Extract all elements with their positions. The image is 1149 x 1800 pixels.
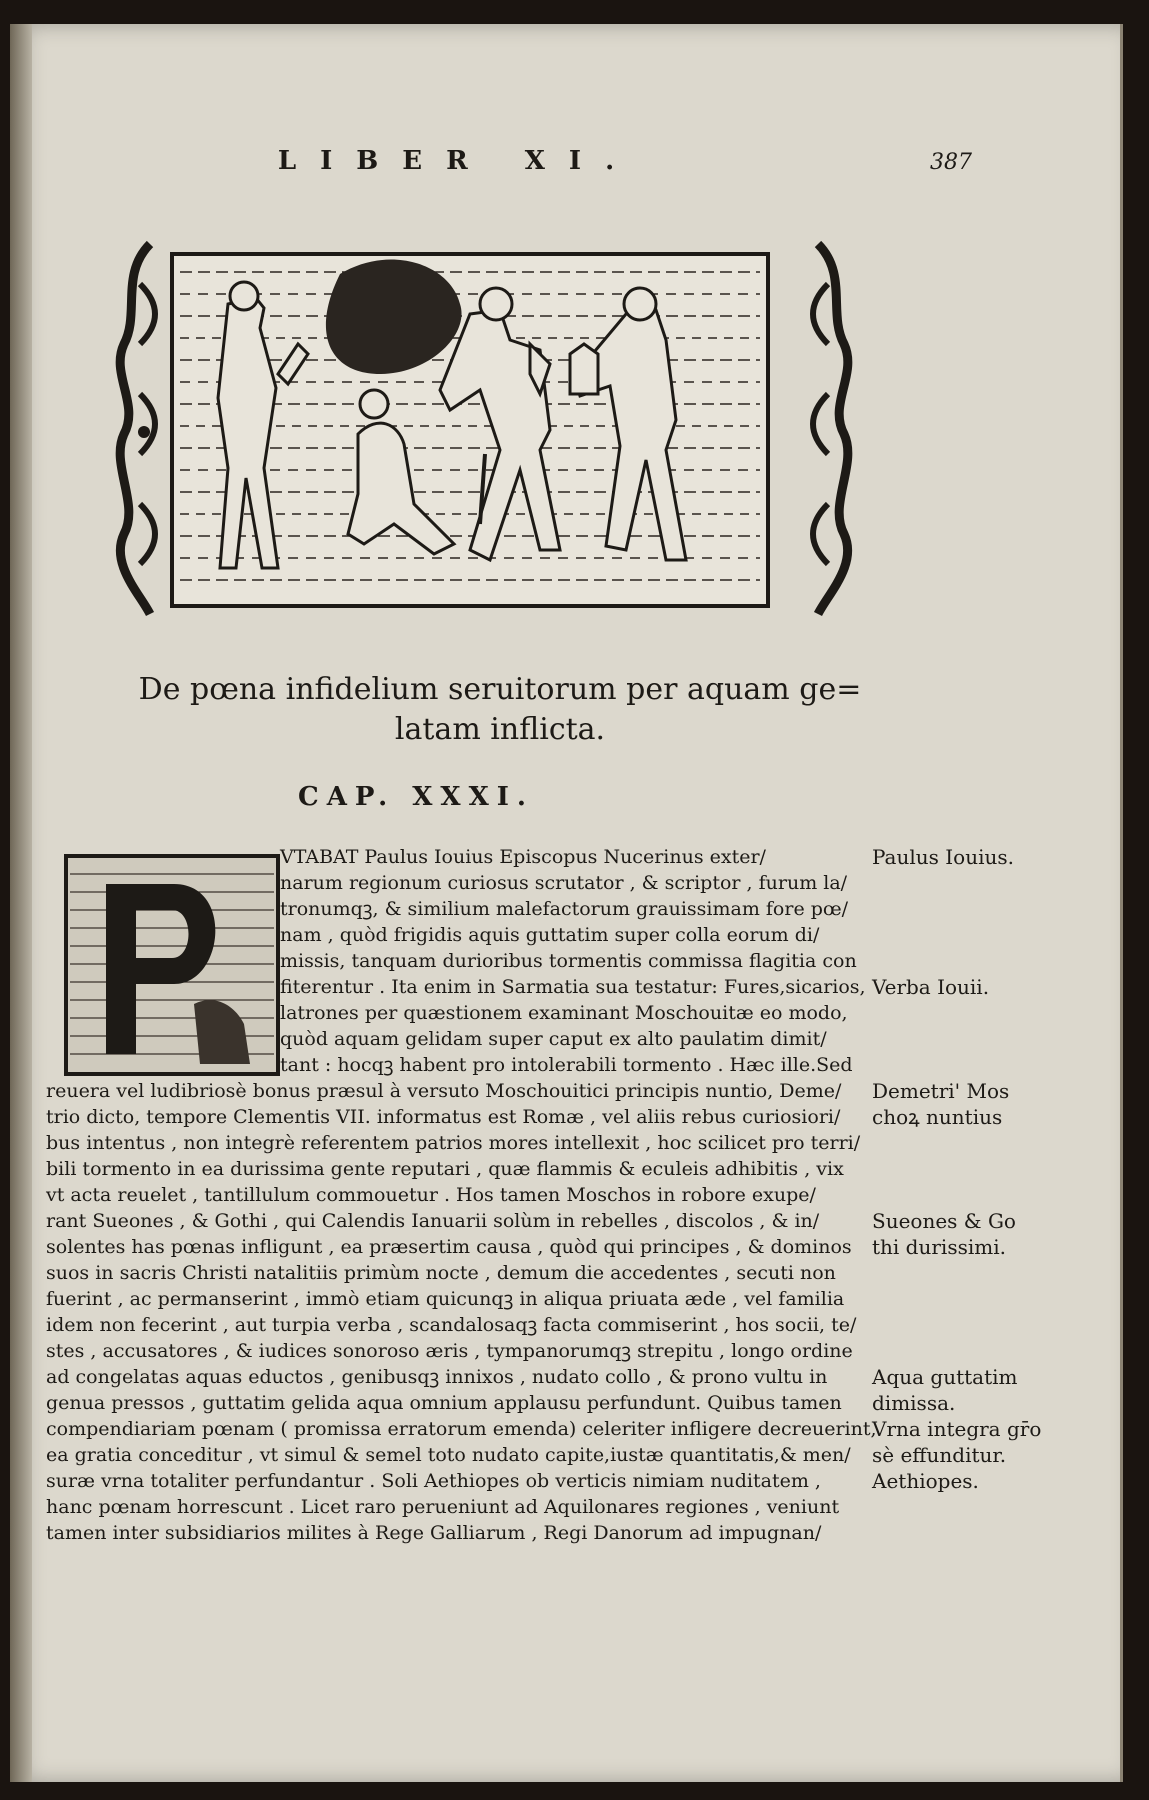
body-line: tamen inter subsidiarios milites à Rege Galliarum , Regi Danorum ad impugnan/ [46, 1522, 822, 1544]
body-line: hanc pœnam horrescunt . Licet raro perueniunt ad Aquilonares regiones , veniunt [46, 1496, 840, 1518]
body-line: ea gratia conceditur , vt simul & semel toto nudato capite,iustæ quantitatis,& men/ [46, 1444, 851, 1466]
body-line: rant Sueones , & Gothi , qui Calendis Ianuarii solùm in rebelles , discolos , & in/ [46, 1210, 820, 1232]
book-binding-shadow [10, 24, 32, 1782]
chapter-number: CAP. XXXI. [298, 782, 534, 812]
body-line: reuera vel ludibriosè bonus præsul à versuto Moschouitici principis nuntio, Deme/ [46, 1080, 842, 1102]
page-number: 387 [930, 150, 972, 175]
body-line: genua pressos , guttatim gelida aqua omnium applausu perfundunt. Quibus tamen [46, 1392, 842, 1414]
body-line: nam , quòd frigidis aquis guttatim super colla eorum di/ [280, 924, 820, 946]
ornamental-border-right-icon [813, 244, 848, 614]
body-line: fuerint , ac permanserint , immò etiam quicunqꝫ in aliqua priuata æde , vel familia [46, 1288, 845, 1310]
body-line: missis, tanquam durioribus tormentis commissa flagitia con [280, 950, 857, 972]
body-line: idem non fecerint , aut turpia verba , scandalosaqꝫ facta commiserint , hos socii, te/ [46, 1314, 857, 1336]
woodcut-illustration [110, 224, 858, 634]
body-line: VTABAT Paulus Iouius Episcopus Nucerinus exter/ [280, 846, 766, 868]
body-line: suos in sacris Christi natalitiis primùm nocte , demum die accedentes , secuti non [46, 1262, 836, 1284]
chapter-title [130, 670, 870, 750]
margin-note: Demetri' Mos [872, 1079, 1010, 1103]
body-line: tronumqꝫ, & similium malefactorum grauissimam fore pœ/ [280, 898, 849, 920]
margin-note: sè effunditur. [872, 1443, 1007, 1467]
book-page [10, 24, 1123, 1782]
margin-note: Aqua guttatim [872, 1365, 1018, 1389]
running-title: LIBER XI. [277, 146, 639, 176]
margin-note: Verba Iouii. [872, 975, 990, 999]
decorated-initial-p-icon [64, 854, 280, 1076]
margin-note: Aethiopes. [872, 1469, 979, 1493]
body-line: solentes has pœnas infligunt , ea præsertim causa , quòd qui principes , & dominos [46, 1236, 852, 1258]
margin-note: choꝝ nuntius [872, 1105, 1003, 1129]
margin-note: dimissa. [872, 1391, 956, 1415]
chapter-title-line: De pœna infidelium seruitorum per aquam ge= [138, 672, 862, 707]
ornamental-border-left-icon [120, 244, 155, 614]
body-line: vt acta reuelet , tantillulum commouetur . Hos tamen Moschos in robore exupe/ [46, 1184, 816, 1206]
body-line: narum regionum curiosus scrutator , & scriptor , furum la/ [280, 872, 848, 894]
body-line: tant : hocqꝫ habent pro intolerabili tormento . Hæc ille.Sed [280, 1054, 853, 1076]
margin-note: Paulus Iouius. [872, 845, 1014, 869]
body-line: trio dicto, tempore Clementis VII. informatus est Romæ , vel aliis rebus curiosiori/ [46, 1106, 841, 1128]
body-line: bus intentus , non integrè referentem patrios mores intellexit , hoc scilicet pro terri/ [46, 1132, 861, 1154]
body-line: quòd aquam gelidam super caput ex alto paulatim dimit/ [280, 1028, 827, 1050]
body-line: ad congelatas aquas eductos , genibusqꝫ innixos , nudato collo , & prono vultu in [46, 1366, 828, 1388]
body-line: latrones per quæstionem examinant Moschouitæ eo modo, [280, 1002, 848, 1024]
chapter-title-line: latam inflicta. [394, 712, 606, 747]
body-line: suræ vrna totaliter perfundantur . Soli Aethiopes ob verticis nimiam nuditatem , [46, 1470, 821, 1492]
body-line: stes , accusatores , & iudices sonoroso æris , tympanorumqꝫ strepitu , longo ordine [46, 1340, 853, 1362]
margin-note: Vrna integra gr̄o [872, 1417, 1042, 1441]
body-line: compendiariam pœnam ( promissa erratorum emenda) celeriter infligere decreuerint, [46, 1418, 877, 1440]
body-line: fiterentur . Ita enim in Sarmatia sua testatur: Fures,sicarios, [280, 976, 866, 998]
body-line: bili tormento in ea durissima gente reputari , quæ flammis & eculeis adhibitis , vix [46, 1158, 844, 1180]
margin-note: thi durissimi. [872, 1235, 1006, 1259]
margin-note: Sueones & Go [872, 1209, 1016, 1233]
